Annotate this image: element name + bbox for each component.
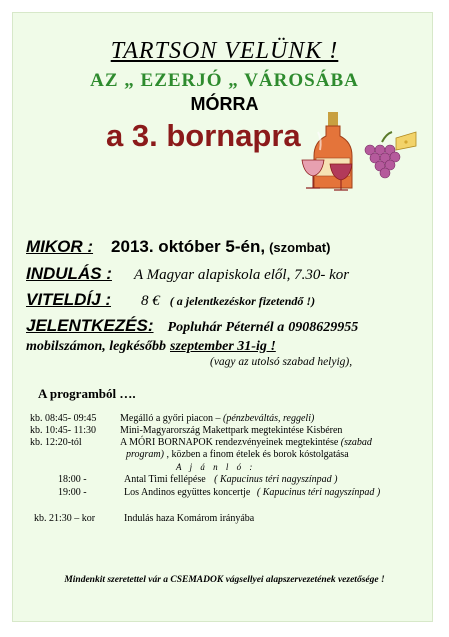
program-item — [120, 437, 372, 448]
viteldij-note: ( a jelentkezéskor fizetendő !) — [169, 294, 316, 308]
recommend-heading: A j á n l ó : — [176, 462, 256, 472]
program-note: program) — [126, 449, 164, 460]
flyer-subtitle: AZ „ EZERJÓ „ VÁROSÁBA — [90, 70, 359, 91]
jelentkezes-deadline: szeptember 31-ig ! — [170, 339, 276, 354]
mikor-row — [26, 237, 330, 257]
jelentkezes-line2: mobilszámon, legkésőbb — [26, 339, 167, 354]
jelentkezes-text: Popluhár Péternél a — [167, 320, 285, 335]
program-time: 19:00 - — [58, 487, 87, 498]
program-note: (szabad — [340, 437, 372, 448]
jelentkezes-row-2 — [26, 337, 276, 355]
program-item — [124, 487, 380, 498]
program-item-cont — [126, 449, 349, 460]
viteldij-amount: 8 € — [141, 293, 160, 309]
flyer-title: TARTSON VELÜNK ! — [110, 38, 339, 64]
wine-bottle-grapes-illustration — [300, 110, 418, 194]
program-time: 18:00 - — [58, 474, 87, 485]
indulas-row — [26, 264, 349, 284]
mikor-day: (szombat) — [269, 240, 331, 255]
program-time: kb. 12:20-tól — [30, 437, 82, 448]
program-item: Indulás haza Komárom irányába — [124, 513, 255, 524]
event-name: a 3. bornapra — [106, 118, 301, 153]
program-time: kb. 21:30 – kor — [34, 513, 96, 524]
city-name: MÓRRA — [190, 94, 259, 114]
viteldij-row — [26, 290, 315, 310]
program-time: kb. 10:45- 11:30 — [30, 425, 97, 436]
bottle-cap-shape — [328, 112, 338, 126]
program-note: ( Kapucinus téri nagyszínpad ) — [256, 487, 381, 498]
program-text: Los Andinos együttes koncertje — [124, 487, 251, 498]
jelentkezes-note: (vagy az utolsó szabad helyig), — [210, 356, 353, 368]
program-note: (pénzbeváltás, reggeli) — [223, 413, 315, 424]
jelentkezes-label: JELENTKEZÉS: — [26, 316, 154, 335]
indulas-value: A Magyar alapiskola elől, 7.30- kor — [133, 267, 350, 283]
program-text: Antal Timi fellépése — [124, 474, 206, 485]
program-time: kb. 08:45- 09:45 — [30, 413, 97, 424]
program-heading: A programból …. — [38, 386, 136, 401]
program-item: Mini-Magyarország Makettpark megtekintése Kisbéren — [120, 425, 343, 436]
jelentkezes-row — [26, 316, 358, 336]
mikor-label: MIKOR : — [26, 237, 94, 256]
program-note: ( Kapucinus téri nagyszínpad ) — [214, 474, 338, 485]
jelentkezes-phone: 0908629955 — [288, 320, 359, 335]
program-text: Megálló a győri piacon – — [120, 413, 221, 424]
flyer-footer: Mindenkit szeretettel vár a CSEMADOK vágsellyei alapszervezetének vezetősége ! — [64, 575, 385, 585]
program-text: A MÓRI BORNAPOK rendezvényeinek megtekintése — [120, 437, 339, 448]
program-item — [124, 474, 338, 485]
indulas-label: INDULÁS : — [26, 264, 112, 283]
mikor-date: 2013. október 5-én, — [111, 237, 266, 256]
program-text: , közben a finom ételek és borok kóstolgatása — [166, 449, 349, 460]
viteldij-label: VITELDÍJ : — [26, 290, 112, 309]
program-item — [120, 413, 314, 424]
